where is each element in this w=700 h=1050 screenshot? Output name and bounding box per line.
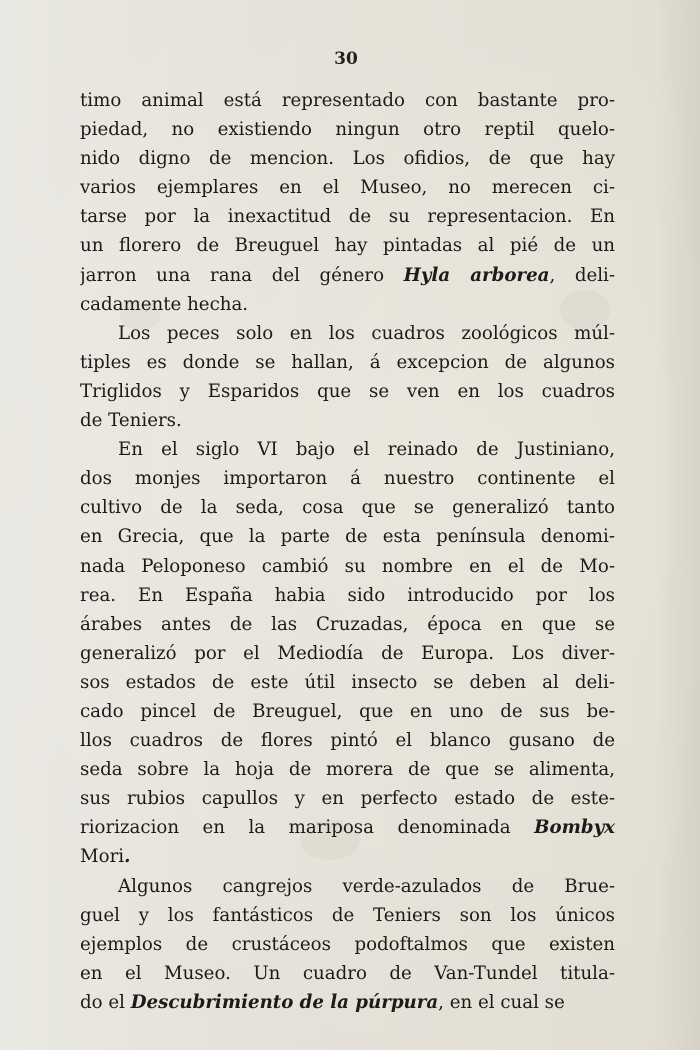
- text-run: piedad, no existiendo ningun otro reptil quelo-: [80, 119, 615, 141]
- text-run: nada Peloponeso cambió su nombre en el de Mo-: [80, 555, 615, 577]
- text-line: [80, 290, 615, 319]
- text-run: Los peces solo en los cuadros zoológicos múl-: [118, 322, 615, 344]
- emphasis-text: Hyla arborea: [403, 264, 550, 286]
- body-text: [80, 86, 615, 1017]
- text-line: [80, 668, 615, 697]
- text-run: de Teniers.: [80, 410, 182, 432]
- text-run: un florero de Breuguel hay pintadas al pié de un: [80, 235, 615, 257]
- text-line: [80, 406, 615, 435]
- text-run: tiples es donde se hallan, á excepcion de algunos: [80, 351, 615, 373]
- text-line: [80, 202, 615, 231]
- emphasis-text: Descubrimiento de la púrpura: [130, 991, 439, 1013]
- text-line: [80, 261, 615, 290]
- text-line: [80, 930, 615, 959]
- text-run: rea. En España habia sido introducido por los: [80, 584, 615, 606]
- text-line: [80, 231, 615, 260]
- text-run: nido digno de mencion. Los ofidios, de que hay: [80, 148, 615, 170]
- text-run: cadamente hecha.: [80, 293, 249, 315]
- text-line: [80, 115, 615, 144]
- text-run: dos monjes importaron á nuestro continente el: [80, 468, 615, 490]
- text-line: [80, 726, 615, 755]
- text-run: tarse por la inexactitud de su representacion. En: [80, 206, 615, 228]
- text-run: llos cuadros de flores pintó el blanco gusano de: [80, 730, 615, 752]
- text-line: [80, 144, 615, 173]
- emphasis-text: Bombyx: [534, 817, 615, 839]
- text-run: riorizacion en la mariposa denominada: [80, 817, 535, 839]
- text-run: cado pincel de Breuguel, que en uno de sus be-: [80, 700, 615, 722]
- text-run: sos estados de este útil insecto se deben al deli-: [80, 671, 615, 693]
- text-run: varios ejemplares en el Museo, no merecen ci-: [80, 177, 615, 199]
- text-run: cultivo de la seda, cosa que se generalizó tanto: [80, 497, 615, 519]
- text-line: [80, 697, 615, 726]
- text-line: [80, 639, 615, 668]
- text-run: guel y los fantásticos de Teniers son los únicos: [80, 904, 615, 926]
- text-line: [80, 493, 615, 522]
- text-line: [80, 319, 615, 348]
- text-run: , en el cual se: [438, 991, 565, 1013]
- page-number: 30: [334, 49, 358, 69]
- text-line: [80, 842, 615, 871]
- text-run: Mori: [80, 846, 125, 868]
- text-line: [80, 86, 615, 115]
- text-line: [80, 784, 615, 813]
- text-run: timo animal está representado con bastante pro-: [80, 90, 615, 111]
- text-line: [80, 464, 615, 493]
- text-line: [80, 552, 615, 581]
- text-run: ejemplos de crustáceos podoftalmos que existen: [80, 933, 615, 955]
- text-line: [80, 581, 615, 610]
- text-run: jarron una rana del género: [80, 264, 404, 286]
- text-line: [80, 872, 615, 901]
- text-run: en el Museo. Un cuadro de Van-Tundel titula-: [80, 962, 615, 984]
- text-line: [80, 522, 615, 551]
- text-line: [80, 988, 615, 1017]
- text-line: [80, 959, 615, 988]
- text-line: [80, 901, 615, 930]
- text-line: [80, 755, 615, 784]
- text-line: [80, 377, 615, 406]
- text-run: seda sobre la hoja de morera de que se alimenta,: [80, 759, 615, 781]
- text-line: [80, 610, 615, 639]
- text-run: do el: [80, 991, 131, 1013]
- text-line: [80, 173, 615, 202]
- text-run: Algunos cangrejos verde-azulados de Brue-: [118, 875, 615, 897]
- text-run: Triglidos y Esparidos que se ven en los cuadros: [80, 380, 615, 402]
- text-line: [80, 435, 615, 464]
- text-run: , deli-: [549, 264, 615, 286]
- text-run: En el siglo VI bajo el reinado de Justiniano,: [118, 439, 615, 461]
- text-run: en Grecia, que la parte de esta península denomi-: [80, 526, 615, 548]
- page-edge-shadow: [655, 0, 700, 1050]
- text-line: [80, 348, 615, 377]
- text-line: [80, 813, 615, 842]
- emphasis-text: .: [124, 846, 131, 868]
- text-run: sus rubios capullos y en perfecto estado de este-: [80, 788, 615, 810]
- text-run: generalizó por el Mediodía de Europa. Los diver-: [80, 642, 615, 664]
- text-run: árabes antes de las Cruzadas, época en que se: [80, 613, 615, 635]
